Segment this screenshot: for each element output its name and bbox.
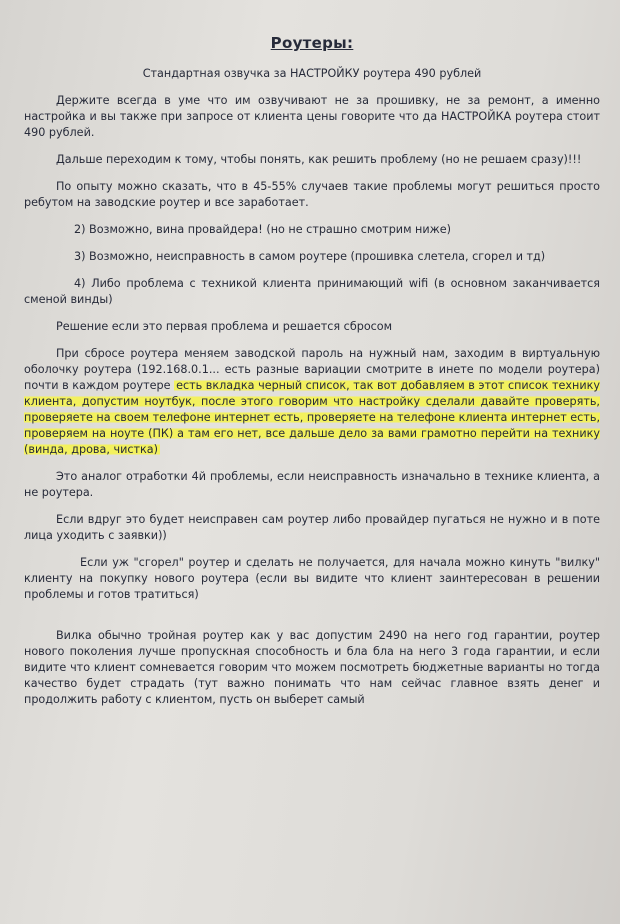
paragraph-item-3: 3) Возможно, неисправность в самом роутере (прошивка слетела, сгорел и тд) (74, 250, 546, 263)
paragraph-experience: По опыту можно сказать, что в 45-55% случаев такие проблемы могут решиться просто ребутом на заводские роутер и все заработает. (24, 180, 600, 209)
paragraph-fork-offer: Вилка обычно тройная роутер как у вас допустим 2490 на него год гарантии, роутер нового поколения лучше пропускная способность и бла бла на него 3 года гарантии, и если видите что клиент сомневается говорим что можем посмотреть бюджетные варианты но тогда качество будет страдать (тут важно понимать что нам сейчас главное взять денег и продолжить работу с клиентом, пусть он выберет самый (24, 629, 600, 706)
paragraph-if-broken: Если вдруг это будет неисправен сам роутер либо провайдер пугаться не нужно и в поте лица уходить с заявки)) (24, 513, 600, 542)
paragraph-standard-price: Стандартная озвучка за НАСТРОЙКУ роутера 490 рублей (142, 67, 482, 80)
reset-procedure-text: При сбросе роутера меняем заводской пароль на нужный нам, заходим в виртуальную оболочку роутера (192.168.0.1... есть разные вариации смотрите в инете по модели роутера) почти в каждом роутере (24, 347, 600, 392)
paragraph-item-4: 4) Либо проблема с техникой клиента принимающий wifi (в основном заканчивается сменой винды) (24, 277, 600, 306)
paragraph-keep-in-mind: Держите всегда в уме что им озвучивают не за прошивку, не за ремонт, а именно настройка и вы также при запросе от клиента цены говорите что да НАСТРОЙКА роутера стоит 490 рублей. (24, 94, 600, 139)
paragraph-analog: Это аналог отработки 4й проблемы, если неисправность изначально в технике клиента, а не роутера. (24, 470, 600, 499)
paragraph-solution-heading: Решение если это первая проблема и решается сбросом (56, 320, 393, 333)
paragraph-item-2: 2) Возможно, вина провайдера! (но не страшно смотрим ниже) (74, 223, 451, 236)
paragraph-next-step: Дальше переходим к тому, чтобы понять, как решить проблему (но не решаем сразу)!!! (56, 153, 582, 166)
paragraph-reset-procedure (24, 346, 600, 458)
paragraph-burned-router: Если уж "сгорел" роутер и сделать не получается, для начала можно кинуть "вилку" клиенту на покупку нового роутера (если вы видите что клиент заинтересован в решении проблемы и готов тратиться) (24, 556, 600, 601)
page-title: Роутеры: (270, 34, 354, 52)
highlighted-text: есть вкладка черный список, так вот добавляем в этот список технику клиента, допустим ноутбук, после этого говорим что настройку сделали давайте проверять, проверяете на своем телефоне интернет есть, проверяете на телефоне клиента интернет есть, проверяем на ноуте (ПК) а там его нет, все дальше дело за вами грамотно перейти на технику (винда, дрова, чистка) (24, 379, 600, 456)
